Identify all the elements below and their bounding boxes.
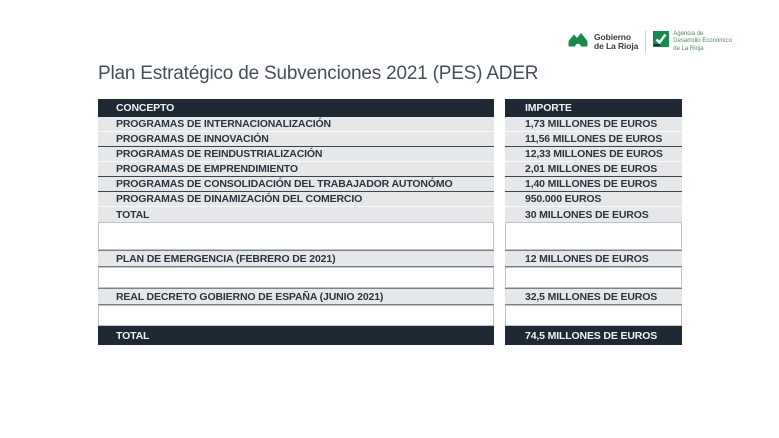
table-row — [98, 132, 682, 147]
column-gap — [494, 250, 505, 267]
ader-logo — [653, 31, 732, 54]
importe-cell: 30 MILLONES DE EUROS — [505, 207, 682, 222]
column-gap — [494, 162, 505, 177]
table-spacer-row — [98, 267, 682, 288]
importe-cell: 2,01 MILLONES DE EUROS — [505, 162, 682, 177]
gobierno-logo — [566, 31, 638, 54]
page-title: Plan Estratégico de Subvenciones 2021 (PES) ADER — [98, 63, 539, 84]
concepto-cell: PROGRAMAS DE EMPRENDIMIENTO — [98, 162, 494, 177]
importe-cell: 11,56 MILLONES DE EUROS — [505, 132, 682, 147]
table-header-row — [98, 99, 682, 117]
column-gap — [494, 117, 505, 132]
concepto-cell — [98, 222, 494, 250]
concepto-cell: PROGRAMAS DE INNOVACIÓN — [98, 132, 494, 147]
importe-cell: 1,40 MILLONES DE EUROS — [505, 177, 682, 192]
importe-cell: 12,33 MILLONES DE EUROS — [505, 147, 682, 162]
table-row — [98, 147, 682, 162]
importe-cell — [505, 267, 682, 288]
importe-cell: 74,5 MILLONES DE EUROS — [505, 326, 682, 345]
ader-logo-text: Agencia de Desarrollo Económico de La Rioja — [673, 30, 732, 52]
column-gap — [494, 132, 505, 147]
column-gap — [494, 207, 505, 222]
table-spacer-row — [98, 305, 682, 326]
column-gap — [494, 222, 505, 250]
importe-cell: 12 MILLONES DE EUROS — [505, 250, 682, 267]
concepto-cell: PROGRAMAS DE INTERNACIONALIZACIÓN — [98, 117, 494, 132]
table-row — [98, 162, 682, 177]
concepto-cell: PROGRAMAS DE DINAMIZACIÓN DEL COMERCIO — [98, 192, 494, 207]
table-row — [98, 288, 682, 305]
column-header-concepto: CONCEPTO — [98, 99, 494, 117]
concepto-cell: TOTAL — [98, 326, 494, 345]
column-gap — [494, 326, 505, 345]
ader-check-icon — [653, 31, 669, 52]
concepto-cell — [98, 305, 494, 326]
table-total-row — [98, 326, 682, 345]
concepto-cell: TOTAL — [98, 207, 494, 222]
column-gap — [494, 305, 505, 326]
column-gap — [494, 267, 505, 288]
logo-divider — [645, 31, 646, 53]
importe-cell: 950.000 EUROS — [505, 192, 682, 207]
logo-bar — [566, 29, 732, 55]
subventions-table — [98, 99, 682, 345]
table-row — [98, 250, 682, 267]
table-row — [98, 177, 682, 192]
concepto-cell: PROGRAMAS DE REINDUSTRIALIZACIÓN — [98, 147, 494, 162]
importe-cell — [505, 305, 682, 326]
column-gap — [494, 288, 505, 305]
table-body — [98, 117, 682, 345]
concepto-cell: REAL DECRETO GOBIERNO DE ESPAÑA (JUNIO 2021) — [98, 288, 494, 305]
importe-cell — [505, 222, 682, 250]
table-row — [98, 192, 682, 207]
column-header-importe: IMPORTE — [505, 99, 682, 117]
table-row — [98, 207, 682, 222]
table-spacer-row — [98, 222, 682, 250]
importe-cell: 1,73 MILLONES DE EUROS — [505, 117, 682, 132]
concepto-cell: PROGRAMAS DE CONSOLIDACIÓN DEL TRABAJADOR AUTONÓMO — [98, 177, 494, 192]
gobierno-logo-text: Gobierno de La Rioja — [594, 31, 639, 51]
column-gap — [494, 147, 505, 162]
la-rioja-emblem-icon — [566, 31, 590, 54]
table-row — [98, 117, 682, 132]
importe-cell: 32,5 MILLONES DE EUROS — [505, 288, 682, 305]
concepto-cell — [98, 267, 494, 288]
column-gap — [494, 99, 505, 117]
concepto-cell: PLAN DE EMERGENCIA (FEBRERO DE 2021) — [98, 250, 494, 267]
column-gap — [494, 192, 505, 207]
column-gap — [494, 177, 505, 192]
